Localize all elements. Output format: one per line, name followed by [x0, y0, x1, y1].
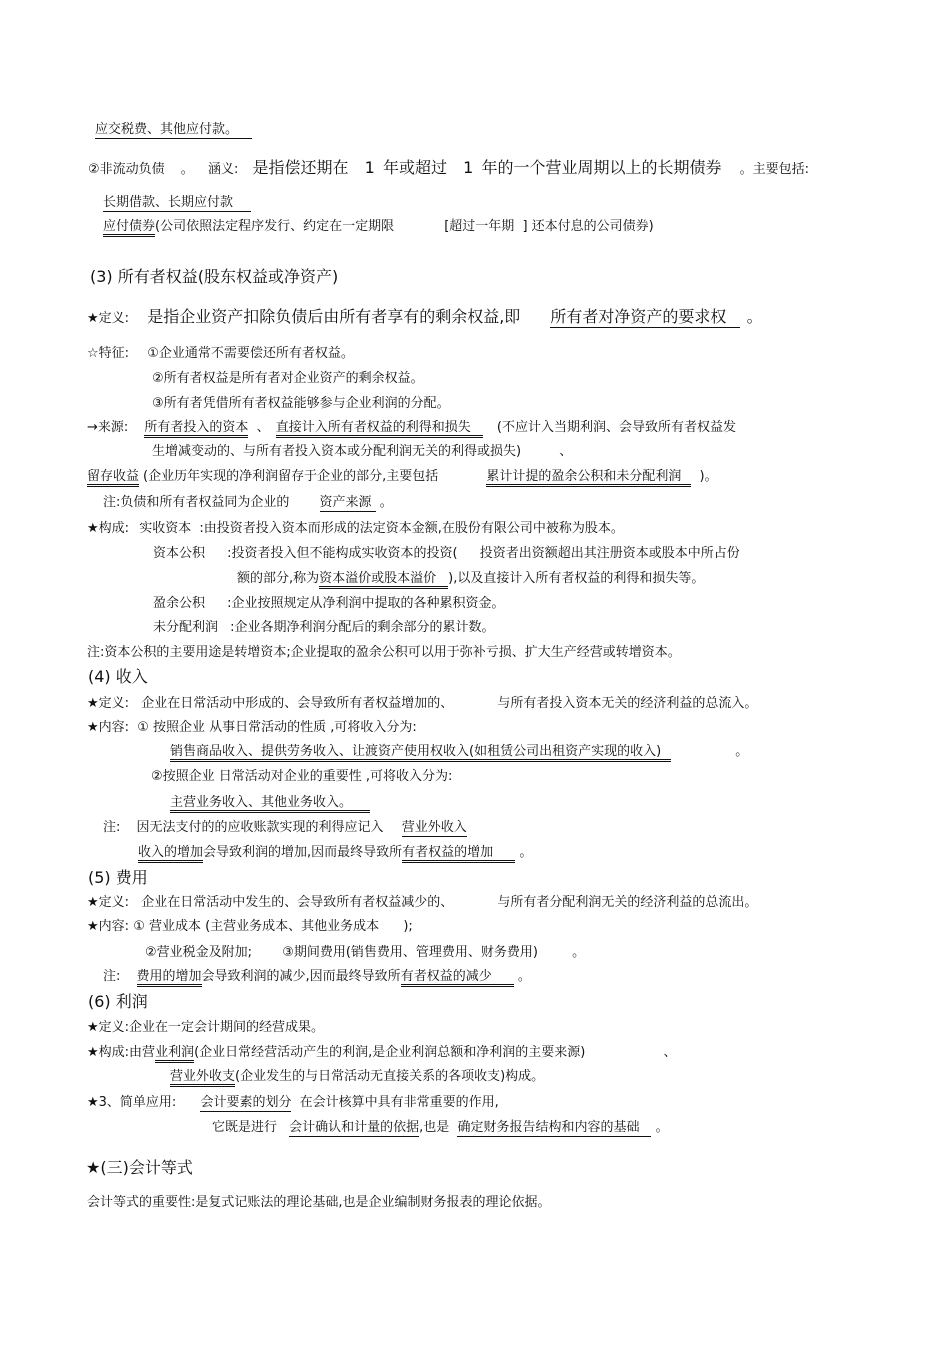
equity-note-end: 。	[379, 495, 393, 510]
equity-decrease: 有者权益的减少	[401, 969, 514, 987]
equity-feature-1	[87, 345, 354, 363]
expense-def-line	[87, 894, 757, 912]
profit-comp-a: 由营	[129, 1045, 156, 1060]
bonds-desc-2: [超过一年期	[444, 219, 515, 234]
capital-reserve-desc-2: 投资者出资额超出其注册资本或股本中所占份	[479, 546, 740, 561]
income-def-line	[87, 695, 757, 713]
equity-source-line-2	[152, 443, 572, 461]
noncurrent-def-2: 年或超过	[382, 158, 447, 177]
undistributed-profit: 未分配利润	[153, 620, 219, 635]
source-desc: (不应计入当期利润、会导致所有者权益发	[496, 420, 736, 435]
num-one-b: 1	[463, 158, 474, 177]
non-operating-desc: (企业发生的与日常活动无直接关系的各项收支)构成。	[235, 1069, 545, 1084]
expense-con-1-end: );	[403, 919, 413, 934]
apply-line-2	[212, 1119, 669, 1137]
expense-note-text: 会导致利润的减少,因而最终导致所	[201, 969, 401, 984]
feature-1: ①企业通常不需要偿还所有者权益。	[147, 346, 354, 361]
capital-reserve-desc: :投资者投入但不能构成实收资本的投资(	[227, 546, 458, 561]
apply-end: 。	[655, 1120, 669, 1135]
equity-comp-1	[87, 520, 624, 538]
equation-text: 会计等式的重要性:是复式记账法的理论基础,也是企业编制财务报表的理论依据。	[87, 1195, 551, 1210]
income-note-text-2: 会导致利润的增加,因而最终导致所	[203, 845, 403, 860]
meaning-label: 涵义:	[207, 162, 239, 177]
income-def-label: ★定义:	[87, 696, 130, 711]
expense-def-b: 与所有者分配利润无关的经济利益的总流出。	[497, 895, 758, 910]
capital-reserve-desc-3: 额的部分,称为	[237, 571, 320, 586]
asset-source: 资产来源	[320, 495, 376, 512]
source-label: →来源:	[87, 420, 129, 435]
profit-def-text: 企业在一定会计期间的经营成果。	[129, 1020, 325, 1035]
equity-comp-4	[153, 619, 495, 637]
element-classification: 会计要素的划分	[200, 1095, 292, 1110]
equity-note: 注:负债和所有者权益同为企业的	[103, 495, 290, 510]
paid-in-capital: 实收资本	[139, 521, 192, 536]
paid-in-capital-desc: :由投资者投入资本而形成的法定资本金额,在股份有限公司中被称为股本。	[199, 521, 624, 536]
income-content-2-items	[170, 794, 370, 812]
equity-note-2: 注:资本公积的主要用途是转增资本;企业提取的盈余公积可以用于弥补亏损、扩大生产经营或转增资本。	[87, 645, 681, 660]
capital-premium: 资本溢价或股本溢价	[319, 571, 448, 589]
source-sep: 、	[256, 420, 270, 435]
source-desc-sep: 、	[559, 444, 573, 459]
expense-con-3: ③期间费用(销售费用、管理费用、财务费用)	[282, 945, 538, 960]
apply-line-1	[87, 1094, 499, 1112]
report-structure-basis: 确定财务报告结构和内容的基础	[457, 1120, 651, 1137]
noncurrent-liab-line	[88, 157, 809, 179]
expense-note-end: 。	[517, 969, 531, 984]
profit-comp-sep: 、	[663, 1045, 677, 1060]
profit-comp-line-2	[170, 1068, 544, 1086]
retained-end: )。	[699, 469, 718, 484]
noncurrent-items-1	[103, 194, 251, 212]
income-content-2: ②按照企业 日常活动对企业的重要性 ,可将收入分为:	[151, 769, 453, 784]
profit-heading: (6) 利润	[88, 992, 148, 1011]
noncurrent-def: 是指偿还期在	[252, 158, 349, 177]
num-one-a: 1	[364, 158, 375, 177]
expense-increase: 费用的增加	[137, 969, 202, 987]
equation-heading: ★(三)会计等式	[86, 1158, 193, 1177]
equity-comp-2b	[237, 570, 704, 588]
expense-heading: (5) 费用	[88, 868, 148, 887]
equity-feature-3: ③所有者凭借所有者权益能够参与企业利润的分配。	[152, 396, 450, 411]
income-content-1	[87, 719, 417, 737]
feature-label: ☆特征:	[87, 346, 130, 361]
noncurrent-label: ②非流动负债	[88, 162, 165, 177]
expense-note	[103, 968, 531, 986]
expense-con-2: ②营业税金及附加;	[145, 945, 253, 960]
income-types-1: 销售商品收入、提供劳务收入、让渡资产使用权收入(如租赁公司出租资产实现的收入)	[170, 744, 671, 762]
equity-def-key: 所有者对净资产的要求权	[550, 307, 740, 328]
equity-note-line	[103, 494, 393, 512]
apply-text-1: 在会计核算中具有非常重要的作用,	[299, 1095, 499, 1110]
equity-def-line	[87, 306, 763, 328]
income-heading: (4) 收入	[88, 667, 148, 686]
expense-content-2	[145, 944, 585, 962]
expense-con-label: ★内容:	[87, 919, 130, 934]
bonds-desc: (公司依照法定程序发行、约定在一定期限	[155, 219, 395, 234]
apply-text-3: ,也是	[419, 1120, 450, 1135]
income-content-1-items	[170, 743, 748, 761]
recognition-basis: 会计确认和计量的依据	[289, 1120, 420, 1135]
noncurrent-def-3: 年的一个营业周期以上的长期债券	[481, 158, 722, 177]
noncurrent-end: 。主要包括:	[739, 162, 809, 177]
equity-def-text: 是指企业资产扣除负债后由所有者享有的剩余权益,即	[147, 307, 521, 326]
surplus-reserve-desc: :企业按照规定从净利润中提取的各种累积资金。	[227, 596, 505, 611]
income-con-1: ① 按照企业 从事日常活动的性质 ,可将收入分为:	[137, 720, 417, 735]
equity-feature-2: ②所有者权益是所有者对企业资产的剩余权益。	[152, 371, 424, 386]
profit-comp-line	[87, 1044, 677, 1062]
retained-earnings: 留存收益	[87, 469, 139, 487]
bonds-desc-3: ] 还本付息的公司债券)	[522, 219, 654, 234]
income-def-b: 与所有者投入资本无关的经济利益的总流入。	[497, 696, 758, 711]
capital-reserve-desc-4: ),以及直接计入所有者权益的利得和损失等。	[448, 571, 705, 586]
operating-profit: 业利润	[155, 1045, 194, 1063]
equity-heading: (3) 所有者权益(股东权益或净资产)	[90, 267, 339, 286]
operating-profit-desc: (企业日常经营活动产生的利润,是企业利润总额和净利润的主要来源)	[194, 1045, 586, 1060]
equity-increase: 有者权益的增加	[402, 845, 515, 863]
apply-label: ★3、简单应用:	[87, 1095, 177, 1110]
expense-note-label: 注:	[103, 969, 121, 984]
retained-earnings-line	[87, 468, 718, 486]
apply-text-2: 它既是进行	[212, 1120, 278, 1135]
expense-content-1	[87, 918, 413, 936]
retained-key: 累计计提的盈余公积和未分配利润	[486, 469, 691, 487]
equity-def-label: ★定义:	[87, 311, 130, 326]
payables-text: 应交税费、其他应付款。	[95, 122, 252, 139]
capital-reserve: 资本公积	[153, 546, 206, 561]
income-note-end: 。	[519, 845, 533, 860]
equity-comp-3	[153, 595, 505, 613]
profit-comp-label: ★构成:	[87, 1045, 130, 1060]
long-term-loans: 长期借款、长期应付款	[103, 195, 251, 212]
income-note-2	[138, 844, 532, 862]
income-note-text: 因无法支付的的应收账款实现的利得应记入	[136, 820, 384, 835]
undistributed-profit-desc: :企业各期净利润分配后的剩余部分的累计数。	[230, 620, 495, 635]
income-note-1	[103, 819, 467, 837]
source-desc-2: 生增减变动的、与所有者投入资本或分配利润无关的利得或损失)	[152, 444, 522, 459]
source-gains-losses: 直接计入所有者权益的利得和损失	[276, 420, 483, 438]
source-invested-capital: 所有者投入的资本	[144, 420, 248, 438]
income-note-label: 注:	[103, 820, 121, 835]
non-operating-items: 营业外收支	[170, 1069, 235, 1087]
profit-def-line	[87, 1019, 324, 1037]
surplus-reserve: 盈余公积	[153, 596, 206, 611]
equity-source-line	[87, 419, 736, 437]
profit-def-label: ★定义:	[87, 1020, 130, 1035]
equity-comp-2	[153, 545, 740, 563]
income-increase: 收入的增加	[138, 845, 203, 863]
expense-def-label: ★定义:	[87, 895, 130, 910]
expense-con-1: ① 营业成本 (主营业务成本、其他业务成本	[133, 919, 380, 934]
payables-line	[95, 121, 252, 139]
income-con-label: ★内容:	[87, 720, 130, 735]
income-def-a: 企业在日常活动中形成的、会导致所有者权益增加的、	[141, 696, 454, 711]
income-types-1-end: 。	[735, 744, 749, 759]
retained-desc: (企业历年实现的净利润留存于企业的部分,主要包括	[143, 469, 439, 484]
expense-def-a: 企业在日常活动中发生的、会导致所有者权益减少的、	[141, 895, 454, 910]
equity-def-end: 。	[746, 307, 763, 326]
bonds-payable: 应付债券	[103, 219, 155, 237]
income-types-2: 主营业务收入、其他业务收入。	[170, 795, 370, 813]
expense-con-3-end: 。	[572, 945, 586, 960]
noncurrent-items-2	[103, 218, 654, 236]
noncurrent-dot: 。	[180, 162, 194, 177]
comp-label: ★构成:	[87, 521, 130, 536]
non-operating-income: 营业外收入	[401, 820, 467, 835]
